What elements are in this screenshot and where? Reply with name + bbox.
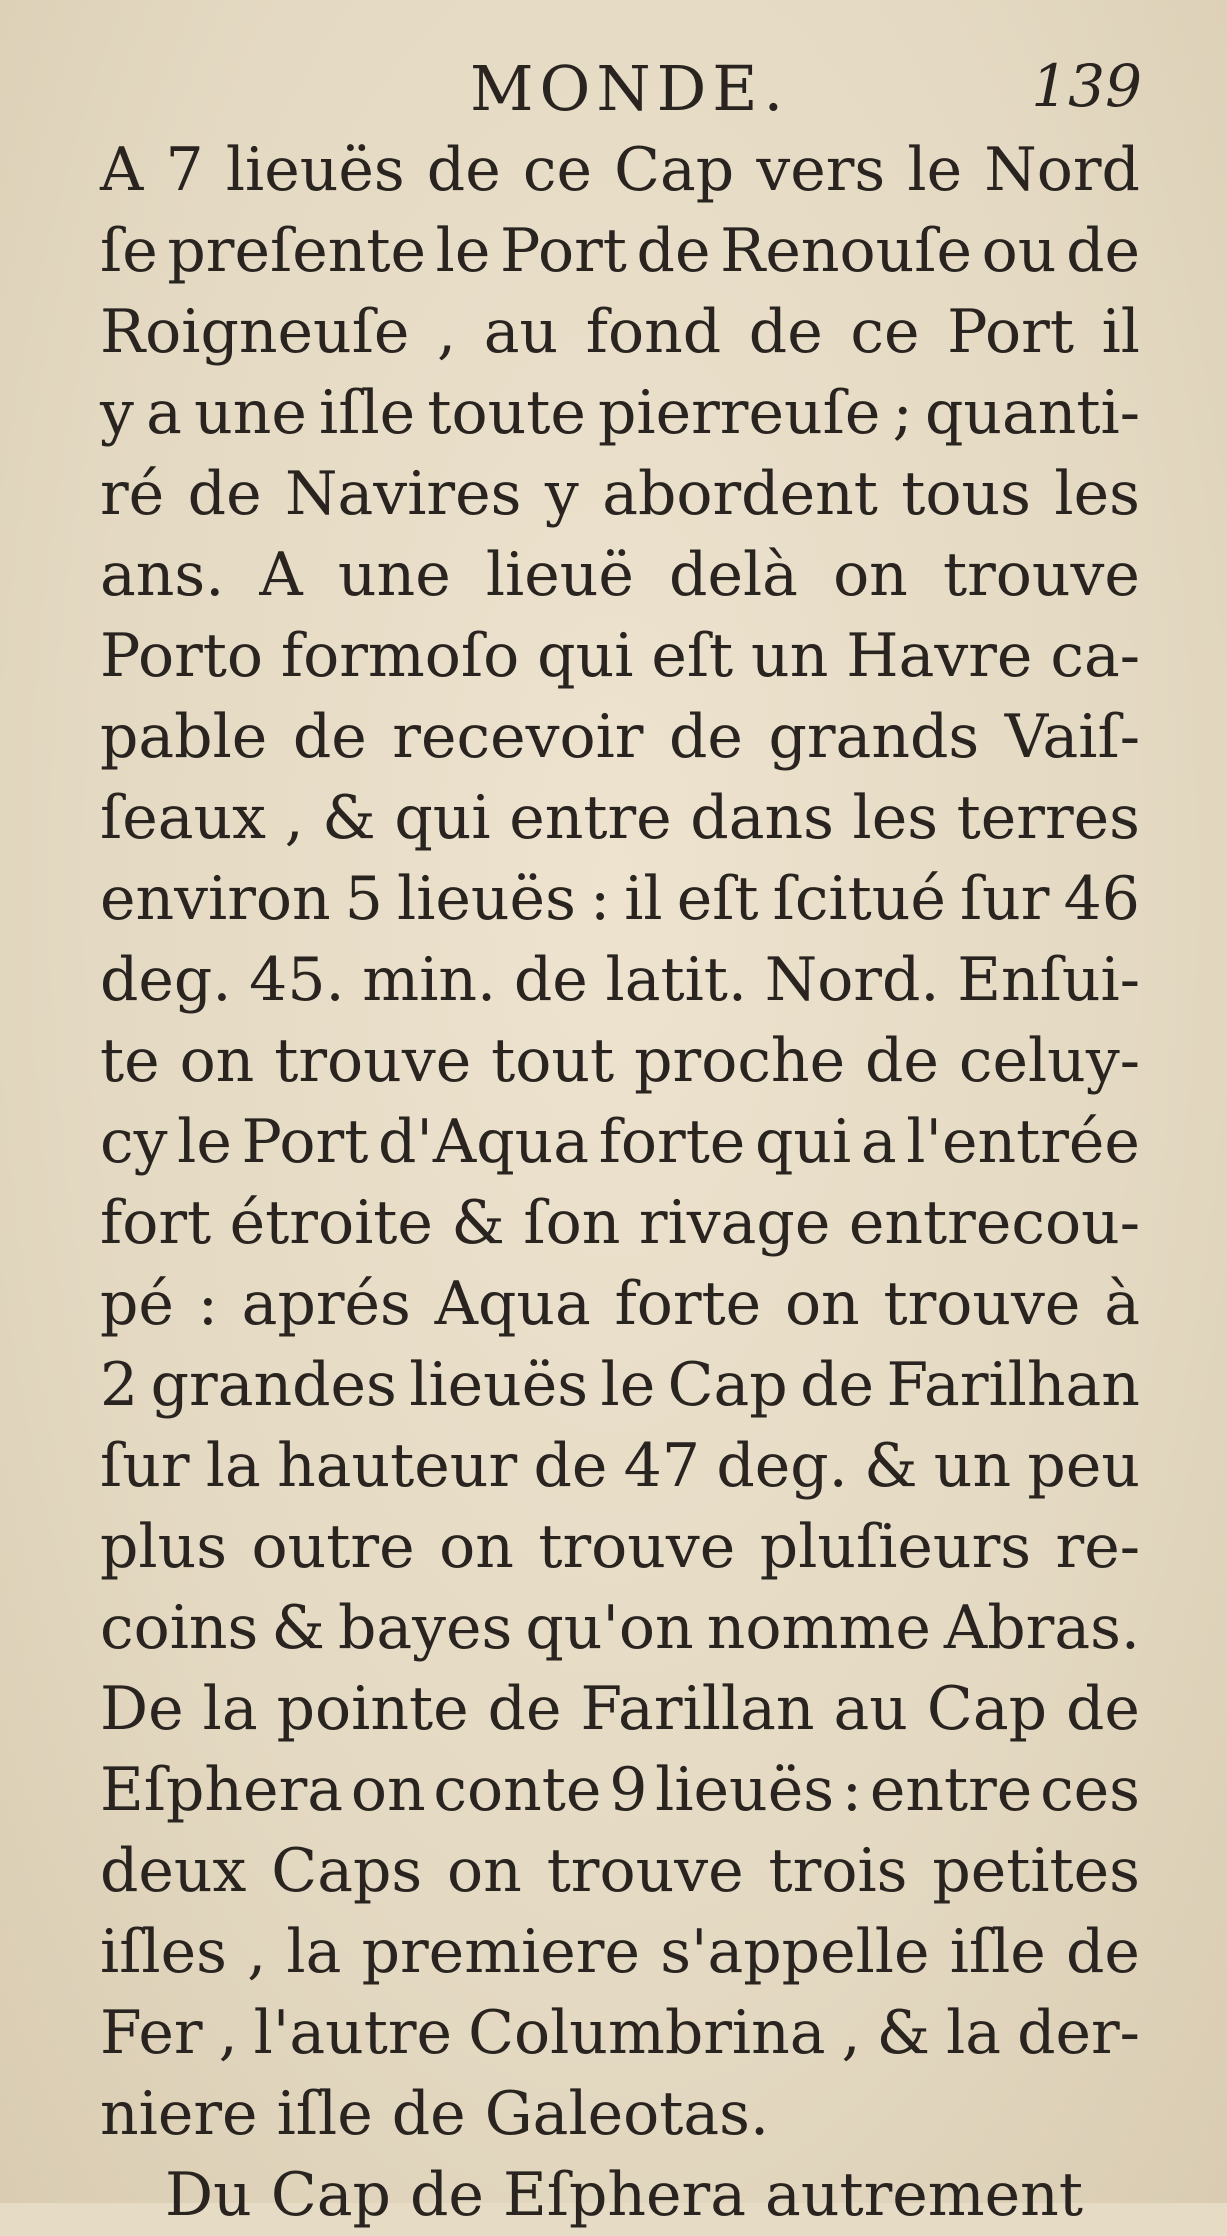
word: de: [187, 459, 262, 529]
word: d'Aqua: [377, 1107, 590, 1177]
word: &: [451, 1188, 505, 1258]
word: de: [426, 135, 501, 205]
word: iſles: [100, 1917, 227, 1987]
word: ;: [892, 378, 913, 448]
word: étroite: [229, 1188, 433, 1258]
word: de: [1066, 1674, 1140, 1744]
word: deux: [100, 1836, 247, 1906]
word: De: [100, 1674, 184, 1744]
word: les: [852, 783, 939, 853]
word: Cap: [614, 135, 735, 205]
word: latit.: [605, 945, 747, 1015]
word: 47: [623, 1431, 701, 1501]
word: a: [860, 1107, 897, 1177]
word: de: [1066, 1917, 1140, 1987]
word: vers: [756, 135, 886, 205]
word: de: [636, 216, 711, 286]
word: preſente: [167, 216, 426, 286]
word: &: [271, 1593, 325, 1663]
word: A: [100, 135, 144, 205]
word: on: [439, 1512, 514, 1582]
text-line: [100, 1507, 1140, 1588]
word: trouve: [274, 1026, 472, 1096]
word: lieuë: [485, 540, 634, 610]
word: formoſo: [280, 621, 520, 691]
word: Roigneuſe: [100, 297, 410, 367]
word: qui: [754, 1107, 852, 1177]
word: trouve: [546, 1836, 744, 1906]
word: conte: [433, 1755, 602, 1825]
word: on: [447, 1836, 522, 1906]
word: de: [487, 1674, 562, 1744]
word: pable: [100, 702, 268, 772]
word: premiere: [361, 1917, 640, 1987]
word: trois: [768, 1836, 908, 1906]
word: de: [533, 1431, 608, 1501]
word: Nord: [984, 135, 1140, 205]
word: s'appelle: [660, 1917, 930, 1987]
word: pointe: [276, 1674, 469, 1744]
word: y: [100, 378, 134, 448]
word: un: [751, 621, 829, 691]
text-line: [100, 859, 1140, 940]
word: la: [946, 1998, 1002, 2068]
text-line: [100, 1264, 1140, 1345]
word: deg.: [716, 1431, 848, 1501]
text-line: [100, 1831, 1140, 1912]
word: Renouſe: [720, 216, 972, 286]
word: Vaiſ-: [1004, 702, 1140, 772]
page-header: [0, 52, 1227, 132]
word: Navires: [285, 459, 522, 529]
word: hauteur: [277, 1431, 518, 1501]
text-line: [100, 1102, 1140, 1183]
word: outre: [251, 1512, 415, 1582]
word: &: [864, 1431, 918, 1501]
word: iſle: [319, 378, 416, 448]
text-line: niere iſle de Galeotas.: [100, 2079, 770, 2149]
text-line: [100, 211, 1140, 292]
word: a: [146, 378, 182, 448]
word: celuy-: [958, 1026, 1140, 1096]
text-line: [100, 292, 1140, 373]
text-line: [100, 616, 1140, 697]
word: lieuës: [409, 1350, 589, 1420]
word: Abras.: [943, 1593, 1140, 1663]
text-line: [100, 1750, 1140, 1831]
text-line: [100, 1426, 1140, 1507]
word: grandes: [150, 1350, 397, 1420]
word: ſcitué: [772, 864, 946, 934]
word: qui: [394, 783, 491, 853]
word: ,: [284, 783, 304, 853]
word: plus: [100, 1512, 228, 1582]
word: tout: [491, 1026, 615, 1096]
word: :: [197, 1269, 218, 1339]
word: les: [1054, 459, 1140, 529]
word: Cap: [926, 1674, 1048, 1744]
word: un: [933, 1431, 1012, 1501]
word: Port: [947, 297, 1074, 367]
word: peu: [1027, 1431, 1140, 1501]
word: 9: [609, 1755, 648, 1825]
word: forte: [614, 1269, 762, 1339]
word: &: [876, 1998, 931, 2068]
word: pluſieurs: [759, 1512, 1032, 1582]
word: une: [337, 540, 451, 610]
word: &: [322, 783, 376, 853]
text-line: [100, 1912, 1140, 1993]
word: der-: [1017, 1998, 1140, 2068]
word: Porto: [100, 621, 263, 691]
text-line: [100, 373, 1140, 454]
word: ,: [437, 297, 457, 367]
word: on: [350, 1755, 426, 1825]
text-line: [100, 697, 1140, 778]
word: recevoir: [392, 702, 644, 772]
word: ca-: [1050, 621, 1140, 691]
word: Farillan: [580, 1674, 815, 1744]
word: la: [286, 1917, 342, 1987]
word: ,: [218, 1998, 238, 2068]
word: quanti-: [924, 378, 1140, 448]
word: iſle: [949, 1917, 1046, 1987]
word: 2: [100, 1350, 139, 1420]
word: on: [784, 1269, 860, 1339]
word: ſe: [100, 216, 158, 286]
word: bayes: [337, 1593, 513, 1663]
word: le: [435, 216, 491, 286]
word: aprés: [241, 1269, 411, 1339]
text-line: [100, 535, 1140, 616]
word: ſur: [959, 864, 1050, 934]
word: abordent: [602, 459, 878, 529]
word: Eſphera: [100, 1755, 344, 1825]
word: de: [748, 297, 823, 367]
word: coins: [100, 1593, 259, 1663]
word: à: [1104, 1269, 1140, 1339]
word: lieuës: [397, 864, 576, 934]
word: eſt: [651, 621, 734, 691]
word: deg.: [100, 945, 232, 1015]
word: rivage: [638, 1188, 831, 1258]
word: au: [483, 297, 559, 367]
word: cy: [100, 1107, 168, 1177]
word: toute: [427, 378, 586, 448]
word: te: [100, 1026, 160, 1096]
text-line: [100, 1021, 1140, 1102]
word: Port: [241, 1107, 369, 1177]
word: Aqua: [434, 1269, 591, 1339]
word: Caps: [271, 1836, 423, 1906]
word: ou: [981, 216, 1057, 286]
word: Cap: [667, 1350, 788, 1420]
word: de: [513, 945, 588, 1015]
word: de: [669, 702, 743, 772]
word: ces: [1040, 1755, 1140, 1825]
word: lieuës: [225, 135, 405, 205]
word: qu'on: [525, 1593, 694, 1663]
text-line: [100, 1669, 1140, 1750]
word: ſeaux: [100, 783, 266, 853]
word: Port: [500, 216, 627, 286]
word: dans: [690, 783, 834, 853]
word: Nord.: [764, 945, 940, 1015]
word: entre: [509, 783, 672, 853]
text-line: [100, 1588, 1140, 1669]
word: ré: [100, 459, 165, 529]
word: nomme: [706, 1593, 931, 1663]
word: 46: [1063, 864, 1140, 934]
word: environ: [100, 864, 331, 934]
word: petites: [932, 1836, 1140, 1906]
word: le: [907, 135, 963, 205]
text-line: [100, 778, 1140, 859]
word: pierreuſe: [598, 378, 881, 448]
word: grands: [768, 702, 980, 772]
word: Havre: [846, 621, 1033, 691]
word: Fer: [100, 1998, 203, 2068]
word: une: [194, 378, 307, 448]
word: de: [865, 1026, 939, 1096]
body-text: [100, 130, 1140, 2236]
running-head: MONDE.: [470, 52, 790, 125]
word: trouve: [883, 1269, 1081, 1339]
word: ſon: [523, 1188, 621, 1258]
word: terres: [956, 783, 1140, 853]
word: la: [205, 1431, 261, 1501]
word: eſt: [676, 864, 759, 934]
word: proche: [634, 1026, 846, 1096]
text-line: Du Cap de Eſphera autrement: [165, 2160, 1083, 2230]
word: ,: [247, 1917, 267, 1987]
word: l'autre: [253, 1998, 453, 2068]
word: il: [1101, 297, 1140, 367]
word: :: [589, 864, 611, 934]
word: pé: [100, 1269, 174, 1339]
word: 7: [165, 135, 204, 205]
word: Farilhan: [886, 1350, 1140, 1420]
text-line: [100, 940, 1140, 1021]
word: ce: [850, 297, 920, 367]
word: :: [841, 1755, 863, 1825]
word: on: [833, 540, 908, 610]
word: trouve: [942, 540, 1140, 610]
word: au: [833, 1674, 908, 1744]
word: 5: [344, 864, 383, 934]
word: forte: [598, 1107, 746, 1177]
text-line: [100, 1345, 1140, 1426]
word: ce: [522, 135, 592, 205]
word: entrecou-: [848, 1188, 1140, 1258]
word: ſur: [100, 1431, 190, 1501]
word: le: [600, 1350, 656, 1420]
word: Columbrina: [468, 1998, 826, 2068]
text-line: [100, 454, 1140, 535]
word: entre: [869, 1755, 1033, 1825]
word: fond: [585, 297, 722, 367]
word: de: [1066, 216, 1140, 286]
word: l'entrée: [906, 1107, 1140, 1177]
word: delà: [669, 540, 798, 610]
word: de: [292, 702, 367, 772]
word: qui: [537, 621, 634, 691]
text-line: [100, 130, 1140, 211]
word: Enſui-: [957, 945, 1140, 1015]
text-line: [100, 1183, 1140, 1264]
word: on: [179, 1026, 255, 1096]
word: ,: [841, 1998, 861, 2068]
word: y: [544, 459, 579, 529]
word: tous: [901, 459, 1031, 529]
word: A: [259, 540, 303, 610]
word: de: [800, 1350, 875, 1420]
word: ans.: [100, 540, 225, 610]
word: trouve: [538, 1512, 736, 1582]
page-number: 139: [1031, 52, 1142, 120]
word: min.: [362, 945, 497, 1015]
word: fort: [100, 1188, 212, 1258]
word: re-: [1055, 1512, 1140, 1582]
word: il: [624, 864, 663, 934]
word: lieuës: [655, 1755, 834, 1825]
word: la: [202, 1674, 258, 1744]
word: 45.: [249, 945, 345, 1015]
word: le: [177, 1107, 232, 1177]
text-line: [100, 1993, 1140, 2074]
